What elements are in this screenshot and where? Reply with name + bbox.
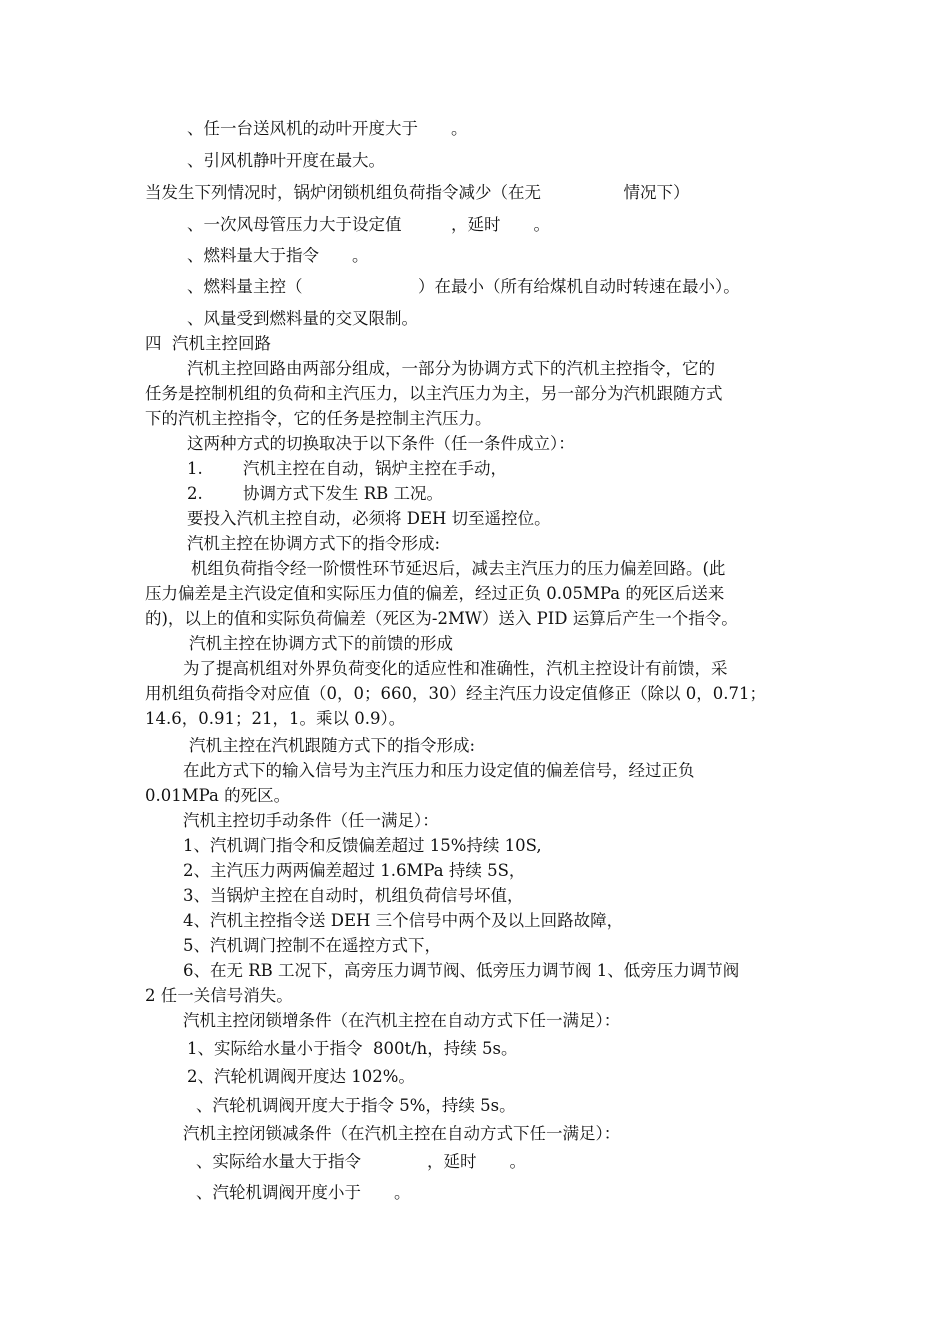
text-line: 汽机主控切手动条件（任一满足）： (183, 811, 439, 830)
list-item: 1、实际给水量小于指令 800t/h，持续 5s。 (187, 1039, 518, 1058)
text-line: 这两种方式的切换取决于以下条件（任一条件成立）： (187, 434, 575, 453)
text-line: 、燃料量大于指令 。 (187, 246, 369, 265)
text-line: 机组负荷指令经一阶惯性环节延迟后，减去主汽压力的压力偏差回路。(此 (191, 559, 726, 578)
text-line: 要投入汽机主控自动，必须将 DEH 切至遥控位。 (187, 509, 551, 528)
numbered-item (187, 456, 852, 481)
list-item: 1、汽机调门指令和反馈偏差超过 15%持续 10S, (183, 836, 542, 855)
list-item: 2、汽轮机调阀开度达 102%。 (187, 1067, 415, 1086)
text-line: 、任一台送风机的动叶开度大于 。 (187, 119, 468, 138)
text-line: 用机组负荷指令对应值（0，0；660，30）经主汽压力设定值修正（除以 0，0.71； (145, 684, 766, 703)
list-item: 2、主汽压力两两偏差超过 1.6MPa 持续 5S， (183, 861, 526, 880)
list-item: 6、在无 RB 工况下，高旁压力调节阀、低旁压力调节阀 1、低旁压力调节阀 (183, 961, 740, 980)
text-line: 14.6，0.91；21，1。乘以 0.9）。 (145, 709, 406, 728)
text-line: 的)，以上的值和实际负荷偏差（死区为-2MW）送入 PID 运算后产生一个指令。 (145, 609, 738, 628)
text-line: 汽机主控在协调方式下的指令形成: (187, 534, 441, 553)
text-line: 、风量受到燃料量的交叉限制。 (187, 309, 418, 328)
list-item: 、实际给水量大于指令 ，延时 。 (196, 1152, 526, 1171)
text-line: 汽机主控闭锁增条件（在汽机主控在自动方式下任一满足）： (183, 1011, 621, 1030)
text-line: 、燃料量主控（ ）在最小（所有给煤机自动时转速在最小）。 (187, 277, 740, 296)
text-line: 、引风机静叶开度在最大。 (187, 151, 385, 170)
item-number: 2. (187, 484, 203, 503)
section-heading: 四 汽机主控回路 (145, 334, 271, 353)
text-line: 汽机主控回路由两部分组成，一部分为协调方式下的汽机主控指令，它的 (187, 359, 715, 378)
list-item: 、汽轮机调阀开度大于指令 5%，持续 5s。 (196, 1096, 516, 1115)
numbered-item (187, 481, 852, 506)
text-line: 压力偏差是主汽设定值和实际压力值的偏差，经过正负 0.05MPa 的死区后送来 (145, 584, 725, 603)
list-item: 4、汽机主控指令送 DEH 三个信号中两个及以上回路故障， (183, 911, 624, 930)
text-line: 0.01MPa 的死区。 (145, 786, 291, 805)
list-item: 3、当锅炉主控在自动时，机组负荷信号坏值， (183, 886, 524, 905)
text-line: 汽机主控闭锁减条件（在汽机主控在自动方式下任一满足）： (183, 1124, 621, 1143)
text-line: 、一次风母管压力大于设定值 ，延时 。 (187, 215, 550, 234)
list-item: 、汽轮机调阀开度小于 。 (196, 1183, 411, 1202)
text-line: 任务是控制机组的负荷和主汽压力，以主汽压力为主，另一部分为汽机跟随方式 (145, 384, 723, 403)
text-line: 当发生下列情况时，锅炉闭锁机组负荷指令减少（在无 情况下） (145, 183, 690, 202)
list-item: 5、汽机调门控制不在遥控方式下， (183, 936, 441, 955)
item-text: 协调方式下发生 RB 工况。 (243, 484, 444, 503)
text-line: 2 任一关信号消失。 (145, 986, 293, 1005)
text-line: 下的汽机主控指令，它的任务是控制主汽压力。 (145, 409, 492, 428)
text-line: 在此方式下的输入信号为主汽压力和压力设定值的偏差信号，经过正负 (183, 761, 695, 780)
text-line: 为了提高机组对外界负荷变化的适应性和准确性，汽机主控设计有前馈，采 (183, 659, 728, 678)
text-line: 汽机主控在汽机跟随方式下的指令形成: (189, 736, 476, 755)
text-line: 汽机主控在协调方式下的前馈的形成 (189, 634, 453, 653)
item-text: 汽机主控在自动，锅炉主控在手动， (243, 459, 507, 478)
item-number: 1. (187, 459, 203, 478)
